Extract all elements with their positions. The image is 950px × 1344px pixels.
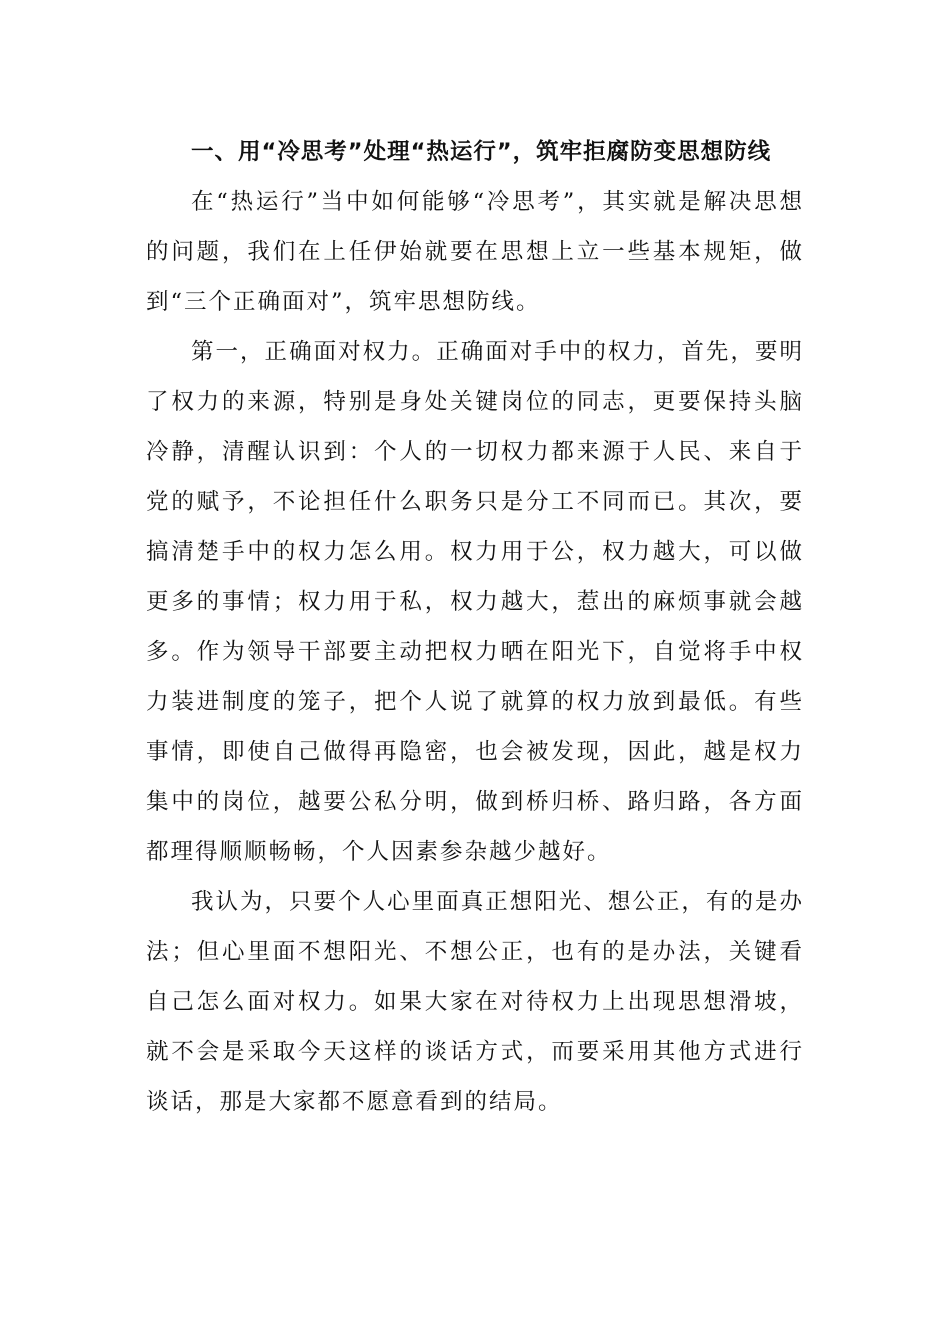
paragraph-2: 第一，正确面对权力。正确面对手中的权力，首先，要明了权力的来源，特别是身处关键岗位的同志，更要保持头脑冷静，清醒认识到：个人的一切权力都来源于人民、来自于党的赋予，不论担任什么职务只是分工不同而已。其次，要搞清楚手中的权力怎么用。权力用于公，权力越大，可以做更多的事情；权力用于私，权力越大，惹出的麻烦事就会越多。作为领导干部要主动把权力晒在阳光下，自觉将手中权力装进制度的笼子，把个人说了就算的权力放到最低。有些事情，即使自己做得再隐密，也会被发现，因此，越是权力集中的岗位，越要公私分明，做到桥归桥、路归路，各方面都理得顺顺畅畅，个人因素参杂越少越好。 xyxy=(146,339,804,865)
document-body xyxy=(146,127,804,1127)
paragraph-1: 在“热运行”当中如何能够“冷思考”，其实就是解决思想的问题，我们在上任伊始就要在思想上立一些基本规矩，做到“三个正确面对”，筑牢思想防线。 xyxy=(146,189,804,315)
section-heading: 一、用“冷思考”处理“热运行”，筑牢拒腐防变思想防线 xyxy=(191,139,772,165)
paragraph-3: 我认为，只要个人心里面真正想阳光、想公正，有的是办法；但心里面不想阳光、不想公正，也有的是办法，关键看自己怎么面对权力。如果大家在对待权力上出现思想滑坡，就不会是采取今天这样的谈话方式，而要采用其他方式进行谈话，那是大家都不愿意看到的结局。 xyxy=(146,889,804,1115)
